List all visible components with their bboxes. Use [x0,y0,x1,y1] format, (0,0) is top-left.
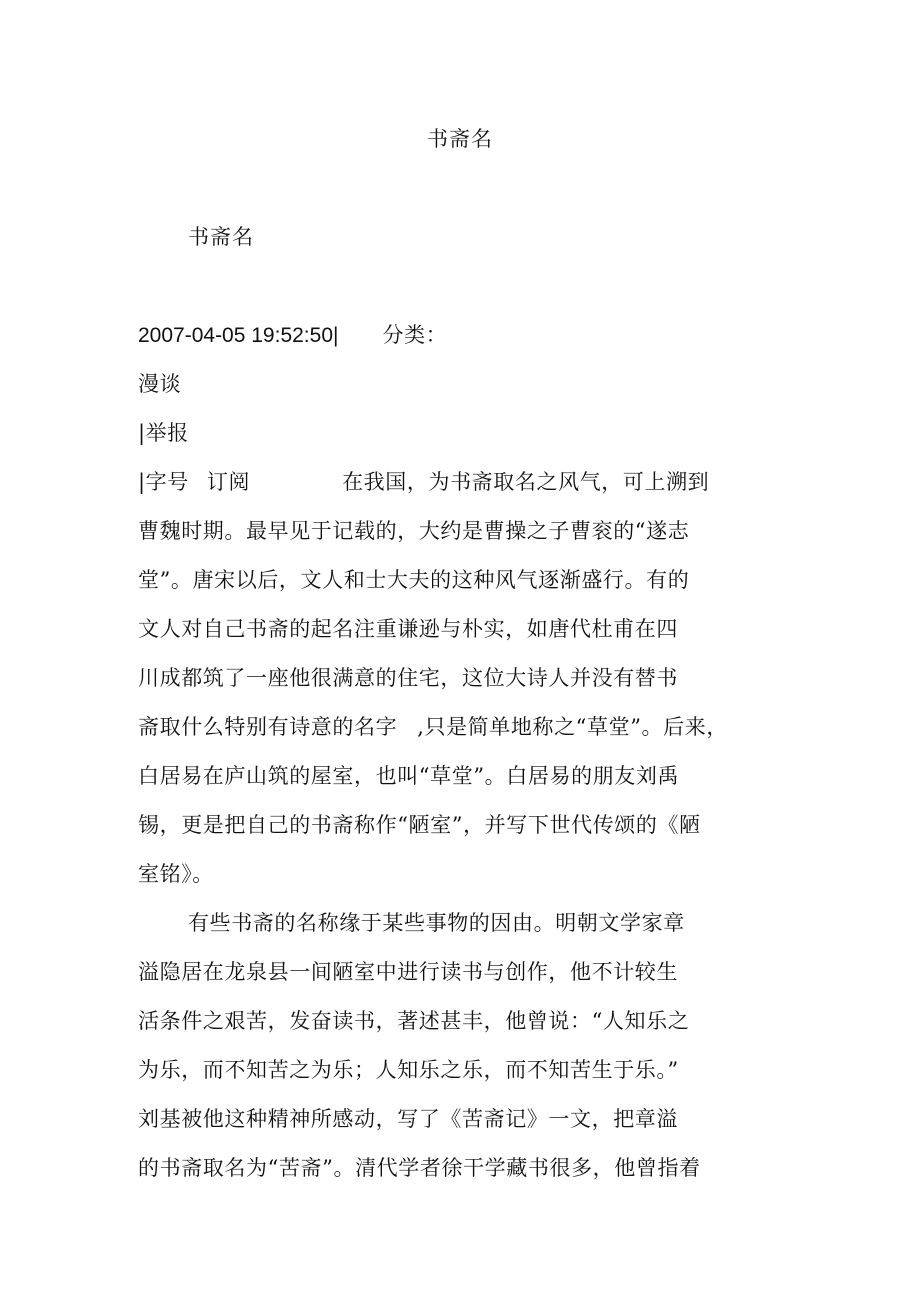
body-line: 曹魏时期。最早见于记载的，大约是曹操之子曹衮的“遂志 [138,519,690,543]
body-line: 刘基被他这种精神所感动，写了《苦斋记》一文，把章溢 [138,1107,678,1131]
body-line: 川成都筑了一座他很满意的住宅，这位大诗人并没有替书 [138,666,678,690]
body-line: 的书斋取名为“苦斋”。清代学者徐干学藏书很多，他曾指着 [138,1156,701,1180]
body-text-segment: ,只是简单地称之“草堂”。后来， [417,715,728,739]
body-line [138,712,728,742]
body-line: 锡，更是把自己的书斋称作“陋室”，并写下世代传颂的《陋 [138,813,701,837]
page-title: 书斋名 [427,127,493,151]
post-datetime: 2007-04-05 19:52:50| [138,324,339,347]
meta-line [138,320,447,351]
body-text-segment: 斋取什么特别有诗意的名字 [138,715,398,739]
subscribe-link[interactable]: 订阅 [206,470,251,494]
body-line: 溢隐居在龙泉县一间陋室中进行读书与创作，他不计较生 [138,960,678,984]
body-line: 堂”。唐宋以后，文人和士大夫的这种风气逐渐盛行。有的 [138,568,690,592]
body-line: 活条件之艰苦，发奋读书，著述甚丰，他曾说：“人知乐之 [138,1009,690,1033]
body-line-1 [138,467,709,497]
report-link[interactable]: |举报 [138,421,189,445]
article-heading: 书斋名 [188,225,254,249]
body-line: 为乐，而不知苦之为乐；人知乐之乐，而不知苦生于乐。” [138,1058,679,1082]
category-value[interactable]: 漫谈 [138,372,182,396]
font-size-link[interactable]: |字号 [138,470,189,494]
paragraph-text: 在我国，为书斋取名之风气，可上溯到 [342,470,710,494]
category-label: 分类： [382,323,448,347]
body-line: 白居易在庐山筑的屋室，也叫“草堂”。白居易的朋友刘禹 [138,764,680,788]
body-line: 文人对自己书斋的起名注重谦逊与朴实，如唐代杜甫在四 [138,617,678,641]
paragraph-start-line: 有些书斋的名称缘于某些事物的因由。明朝文学家章 [188,911,685,935]
body-line: 室铭》。 [138,862,214,886]
